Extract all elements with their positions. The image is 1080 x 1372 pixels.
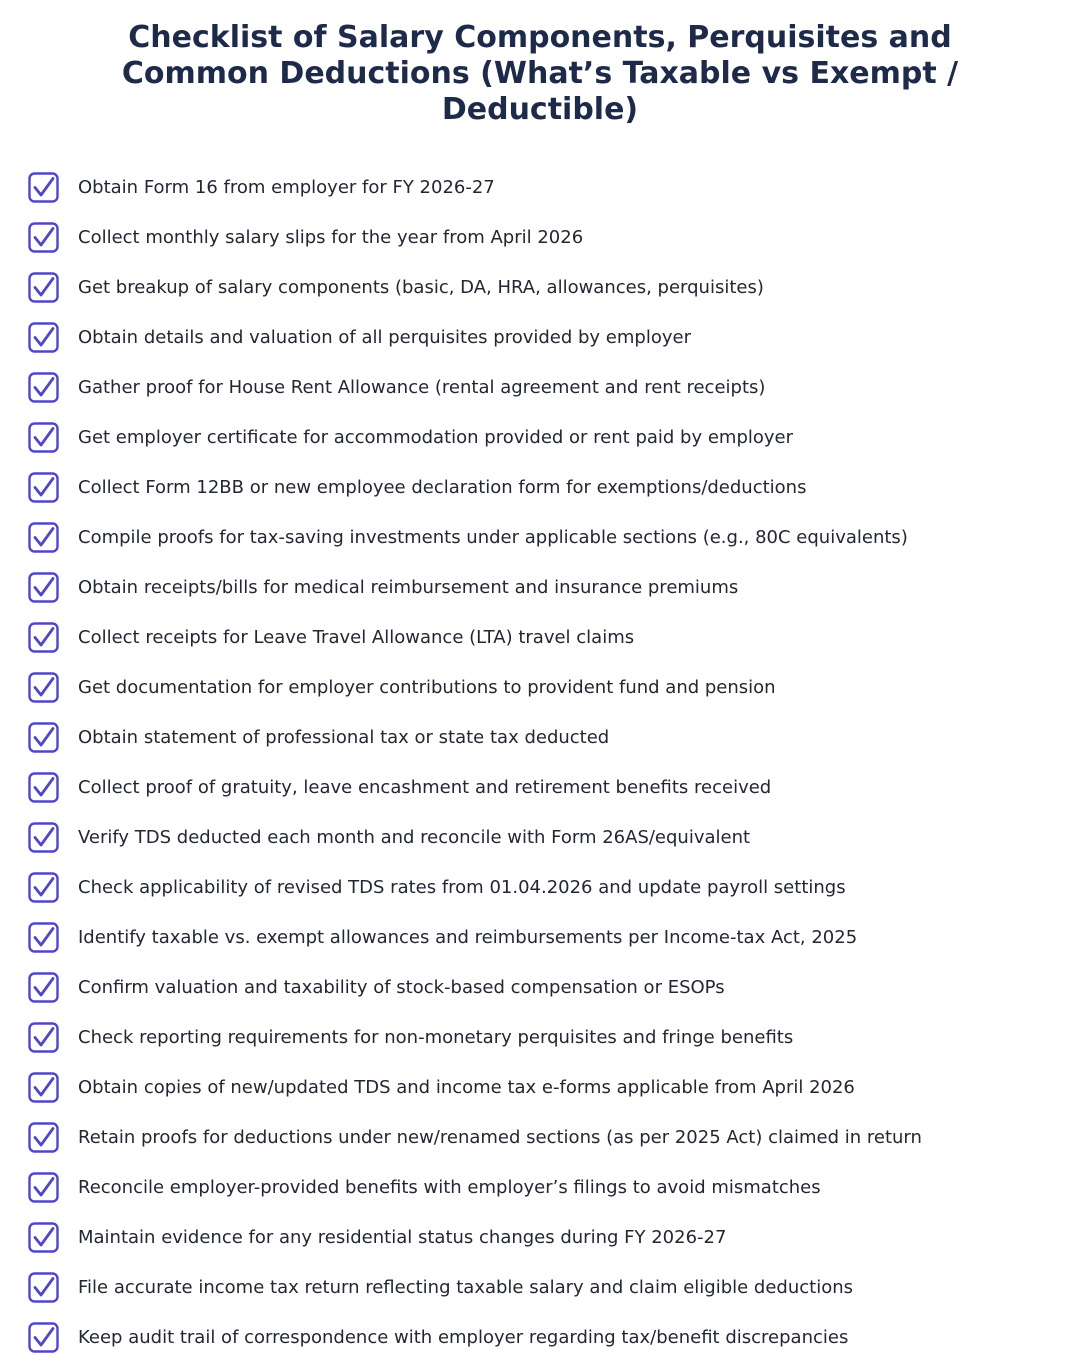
checklist-item-label: Check reporting requirements for non-monetary perquisites and fringe benefits	[78, 1027, 794, 1048]
checklist-item-label: Obtain Form 16 from employer for FY 2026-27	[78, 177, 495, 198]
checked-checkbox-icon[interactable]	[28, 1072, 59, 1103]
checklist-item	[28, 413, 1068, 463]
checklist-item	[28, 863, 1068, 913]
checklist-item-label: Retain proofs for deductions under new/renamed sections (as per 2025 Act) claimed in return	[78, 1127, 922, 1148]
checklist-item-label: Compile proofs for tax-saving investments under applicable sections (e.g., 80C equivalents)	[78, 527, 908, 548]
checked-checkbox-icon[interactable]	[28, 172, 59, 203]
checklist-item	[28, 563, 1068, 613]
checked-checkbox-icon[interactable]	[28, 272, 59, 303]
checked-checkbox-icon[interactable]	[28, 1222, 59, 1253]
checked-checkbox-icon[interactable]	[28, 622, 59, 653]
checked-checkbox-icon[interactable]	[28, 672, 59, 703]
checklist-item-label: Collect proof of gratuity, leave encashment and retirement benefits received	[78, 777, 772, 798]
checked-checkbox-icon[interactable]	[28, 422, 59, 453]
checked-checkbox-icon[interactable]	[28, 772, 59, 803]
checklist-item-label: Get employer certificate for accommodation provided or rent paid by employer	[78, 427, 794, 448]
checklist-item-label: Obtain copies of new/updated TDS and income tax e-forms applicable from April 2026	[78, 1077, 855, 1098]
checklist-item	[28, 763, 1068, 813]
checklist-item	[28, 1263, 1068, 1313]
checklist-item	[28, 513, 1068, 563]
checklist-item-label: Reconcile employer-provided benefits with employer’s filings to avoid mismatches	[78, 1177, 821, 1198]
checklist-item	[28, 1113, 1068, 1163]
checklist-item-label: Check applicability of revised TDS rates from 01.04.2026 and update payroll settings	[78, 877, 846, 898]
checklist-item-label: Get breakup of salary components (basic, DA, HRA, allowances, perquisites)	[78, 277, 764, 298]
checked-checkbox-icon[interactable]	[28, 1322, 59, 1353]
checklist-item	[28, 363, 1068, 413]
checked-checkbox-icon[interactable]	[28, 572, 59, 603]
checked-checkbox-icon[interactable]	[28, 1122, 59, 1153]
checklist-item-label: Identify taxable vs. exempt allowances and reimbursements per Income-tax Act, 2025	[78, 927, 858, 948]
checked-checkbox-icon[interactable]	[28, 1272, 59, 1303]
checklist-item	[28, 913, 1068, 963]
checklist-item	[28, 463, 1068, 513]
page-title-line: Common Deductions (What’s Taxable vs Exempt /	[121, 56, 959, 91]
page-title-line: Checklist of Salary Components, Perquisites and	[128, 20, 952, 55]
checked-checkbox-icon[interactable]	[28, 1172, 59, 1203]
checklist-item	[28, 1163, 1068, 1213]
checklist-item-label: Collect monthly salary slips for the year from April 2026	[78, 227, 584, 248]
checked-checkbox-icon[interactable]	[28, 922, 59, 953]
checklist-item	[28, 663, 1068, 713]
checklist-item	[28, 613, 1068, 663]
checklist-item	[28, 963, 1068, 1013]
checked-checkbox-icon[interactable]	[28, 872, 59, 903]
checklist-item	[28, 1213, 1068, 1263]
checklist-item-label: Get documentation for employer contributions to provident fund and pension	[78, 677, 776, 698]
checklist-item	[28, 263, 1068, 313]
checklist-item-label: Obtain statement of professional tax or state tax deducted	[78, 727, 610, 748]
checklist-item	[28, 213, 1068, 263]
checked-checkbox-icon[interactable]	[28, 372, 59, 403]
checked-checkbox-icon[interactable]	[28, 322, 59, 353]
checklist-item	[28, 713, 1068, 763]
checked-checkbox-icon[interactable]	[28, 1022, 59, 1053]
page-title	[0, 0, 1080, 128]
checklist-item-label: Confirm valuation and taxability of stock-based compensation or ESOPs	[78, 977, 725, 998]
checklist-item-label: Collect receipts for Leave Travel Allowance (LTA) travel claims	[78, 627, 635, 648]
checklist-item	[28, 313, 1068, 363]
checked-checkbox-icon[interactable]	[28, 722, 59, 753]
checklist-item-label: File accurate income tax return reflecting taxable salary and claim eligible deductions	[78, 1277, 854, 1298]
checked-checkbox-icon[interactable]	[28, 972, 59, 1003]
checklist-item-label: Gather proof for House Rent Allowance (rental agreement and rent receipts)	[78, 377, 766, 398]
page-title-line: Deductible)	[441, 92, 639, 127]
checked-checkbox-icon[interactable]	[28, 822, 59, 853]
checked-checkbox-icon[interactable]	[28, 222, 59, 253]
checklist-item	[28, 813, 1068, 863]
checklist-item-label: Collect Form 12BB or new employee declaration form for exemptions/deductions	[78, 477, 807, 498]
checklist-item-label: Keep audit trail of correspondence with employer regarding tax/benefit discrepancies	[78, 1327, 849, 1348]
checklist-item-label: Obtain details and valuation of all perquisites provided by employer	[78, 327, 691, 348]
checklist-item	[28, 1313, 1068, 1363]
checklist-item-label: Obtain receipts/bills for medical reimbursement and insurance premiums	[78, 577, 739, 598]
checklist-item-label: Verify TDS deducted each month and reconcile with Form 26AS/equivalent	[78, 827, 751, 848]
checklist-item	[28, 1013, 1068, 1063]
checklist-item	[28, 1063, 1068, 1113]
checked-checkbox-icon[interactable]	[28, 472, 59, 503]
checklist	[28, 163, 1068, 1363]
checked-checkbox-icon[interactable]	[28, 522, 59, 553]
checklist-item	[28, 163, 1068, 213]
checklist-item-label: Maintain evidence for any residential status changes during FY 2026-27	[78, 1227, 727, 1248]
